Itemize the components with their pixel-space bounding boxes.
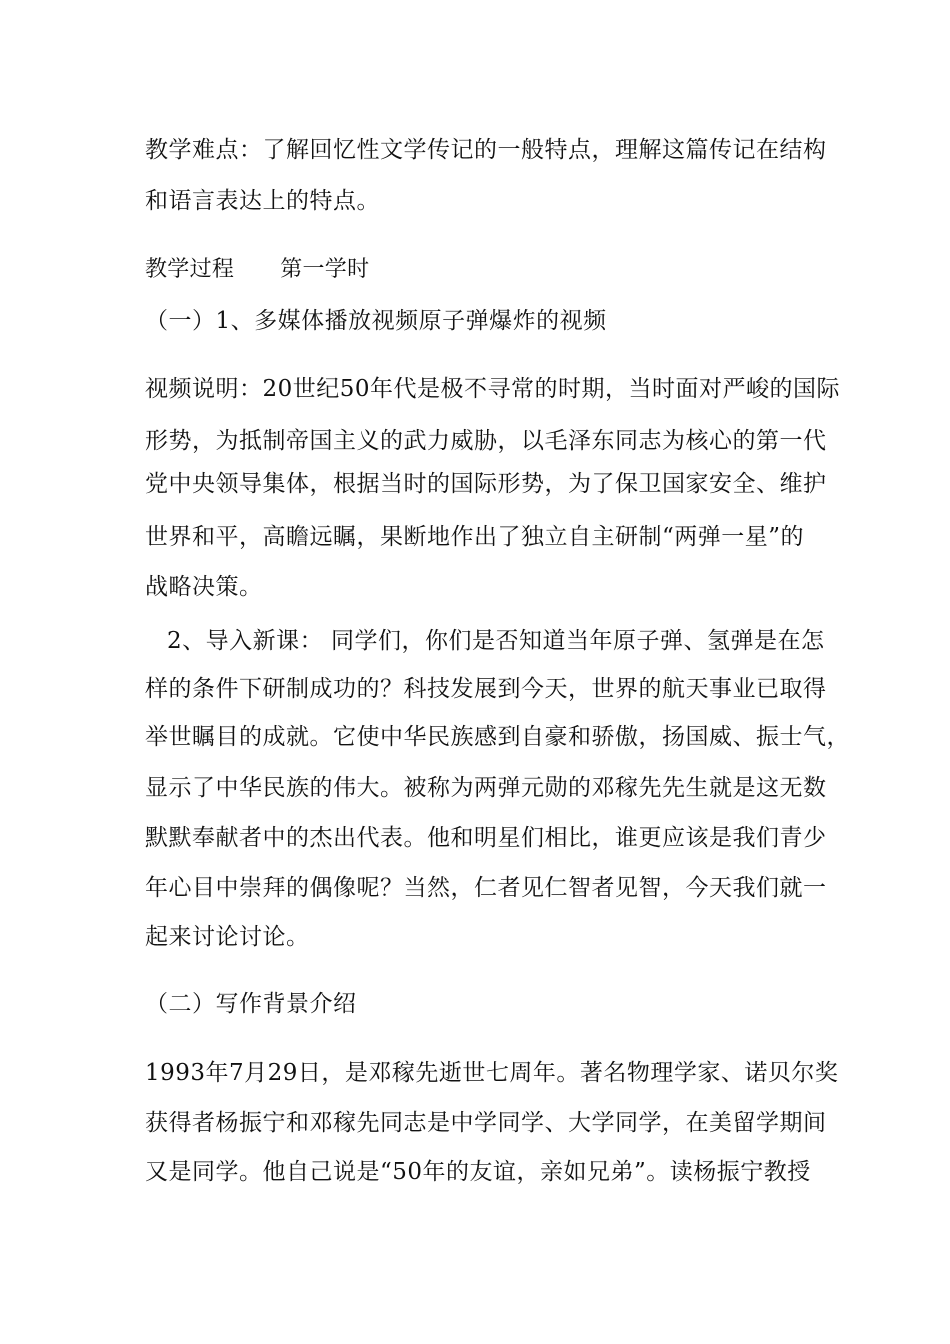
video-description-line-2: 形势，为抵制帝国主义的武力威胁，以毛泽东同志为核心的第一代	[145, 428, 827, 454]
background-line-3: 又是同学。他自己说是“50年的友谊，亲如兄弟”。读杨振宁教授	[145, 1159, 811, 1185]
video-description-line-4: 世界和平，高瞻远瞩，果断地作出了独立自主研制“两弹一星”的	[145, 524, 805, 550]
video-description-line-5: 战略决策。	[145, 574, 263, 600]
intro-line-5: 默默奉献者中的杰出代表。他和明星们相比，谁更应该是我们青少	[145, 825, 827, 851]
session-label: 第一学时	[280, 257, 370, 282]
intro-line-7: 起来讨论讨论。	[145, 924, 310, 950]
section-2-heading: （二）写作背景介绍	[145, 991, 357, 1017]
background-line-2: 获得者杨振宁和邓稼先同志是中学同学、大学同学，在美留学期间	[145, 1110, 827, 1136]
section-1-item-1: （一）1、多媒体播放视频原子弹爆炸的视频	[145, 308, 607, 334]
teaching-process-label: 教学过程	[145, 257, 235, 282]
intro-line-4: 显示了中华民族的伟大。被称为两弹元勋的邓稼先先生就是这无数	[145, 775, 827, 801]
background-line-1: 1993年7月29日，是邓稼先逝世七周年。著名物理学家、诺贝尔奖	[145, 1060, 839, 1086]
intro-line-1: 2、导入新课： 同学们，你们是否知道当年原子弹、氢弹是在怎	[167, 628, 825, 654]
teaching-difficulty-line-1: 教学难点：了解回忆性文学传记的一般特点，理解这篇传记在结构	[145, 137, 827, 163]
teaching-process-heading	[145, 255, 369, 285]
intro-line-3: 举世瞩目的成就。它使中华民族感到自豪和骄傲，扬国威、振士气，	[145, 724, 850, 750]
intro-line-6: 年心目中崇拜的偶像呢？当然，仁者见仁智者见智，今天我们就一	[145, 875, 827, 901]
intro-line-2: 样的条件下研制成功的？科技发展到今天，世界的航天事业已取得	[145, 676, 827, 702]
video-description-line-1: 视频说明：20世纪50年代是极不寻常的时期，当时面对严峻的国际	[145, 376, 841, 402]
video-description-line-3: 党中央领导集体，根据当时的国际形势，为了保卫国家安全、维护	[145, 471, 827, 497]
teaching-difficulty-line-2: 和语言表达上的特点。	[145, 188, 380, 214]
